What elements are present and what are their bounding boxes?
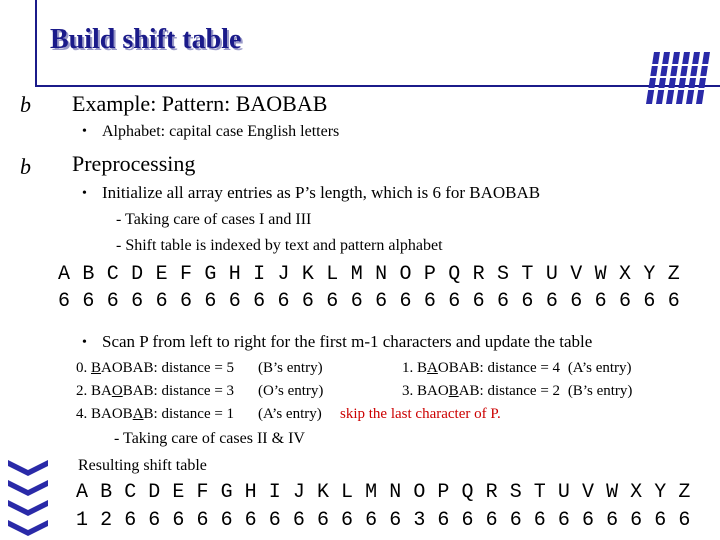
alphabet-letter-cell: B xyxy=(82,263,95,286)
step-4-text: 4. BAOBAB: distance = 1 xyxy=(76,406,235,422)
alphabet-letter-cell: G xyxy=(204,263,217,286)
step-0-entry: (B’s entry) xyxy=(258,360,323,376)
initial-shift-cell: 6 xyxy=(643,290,656,313)
initial-shift-cell: 6 xyxy=(497,290,510,313)
alphabet-letter-cell: I xyxy=(268,481,281,504)
alphabet-letter-cell: R xyxy=(485,481,498,504)
frame-top-bar xyxy=(35,85,720,87)
bullet-icon: b xyxy=(20,92,31,117)
alphabet-letter-cell: H xyxy=(244,481,257,504)
initial-shift-cell: 6 xyxy=(106,290,119,313)
initial-shift-cell: 6 xyxy=(448,290,461,313)
alphabet-letter-cell: H xyxy=(228,263,241,286)
alphabet-letter-cell: V xyxy=(581,481,594,504)
alphabet-letter-cell: L xyxy=(326,263,339,286)
sub-bullet-icon: • xyxy=(82,335,87,350)
alphabet-letter-cell: T xyxy=(521,263,534,286)
initial-shift-cell: 6 xyxy=(667,290,680,313)
result-shift-cell: 6 xyxy=(124,509,137,532)
alphabet-letter-cell: O xyxy=(399,263,412,286)
alphabet-letter-cell: B xyxy=(100,481,113,504)
alphabet-letter-cell: J xyxy=(292,481,305,504)
alphabet-letter-cell: P xyxy=(423,263,436,286)
initial-shift-cell: 6 xyxy=(155,290,168,313)
alphabet-letter-cell: A xyxy=(58,263,71,286)
initial-shift-cell: 6 xyxy=(375,290,388,313)
initial-shift-cell: 6 xyxy=(594,290,607,313)
alphabet-letter-cell: X xyxy=(618,263,631,286)
result-shift-cell: 6 xyxy=(196,509,209,532)
alphabet-letter-cell: M xyxy=(365,481,378,504)
initial-shift-cell: 6 xyxy=(570,290,583,313)
result-shift-cell: 6 xyxy=(341,509,354,532)
alphabet-text: Alphabet: capital case English letters xyxy=(102,123,340,140)
result-shift-cell: 6 xyxy=(148,509,161,532)
alphabet-letter-cell: L xyxy=(341,481,354,504)
alphabet-letter-cell: R xyxy=(472,263,485,286)
initial-shift-cell: 6 xyxy=(179,290,192,313)
alphabet-letter-cell: Q xyxy=(448,263,461,286)
result-shift-cell: 6 xyxy=(581,509,594,532)
initial-shift-cell: 6 xyxy=(326,290,339,313)
alphabet-letter-cell: E xyxy=(155,263,168,286)
alphabet-letter-cell: Z xyxy=(678,481,691,504)
initial-shift-cell: 6 xyxy=(228,290,241,313)
result-shift-cell: 6 xyxy=(316,509,329,532)
result-shift-cell: 6 xyxy=(654,509,667,532)
alphabet-letter-cell: F xyxy=(179,263,192,286)
initial-shift-cell: 6 xyxy=(253,290,266,313)
initial-shift-cell: 6 xyxy=(82,290,95,313)
result-shift-cell: 6 xyxy=(365,509,378,532)
result-shift-cell: 3 xyxy=(413,509,426,532)
result-shift-cell: 6 xyxy=(678,509,691,532)
resulting-shift-table-label: Resulting shift table xyxy=(78,457,207,474)
alphabet-letter-cell: U xyxy=(557,481,570,504)
alphabet-letter-cell: D xyxy=(148,481,161,504)
initial-shift-cell: 6 xyxy=(350,290,363,313)
result-shift-cell: 1 xyxy=(76,509,89,532)
indexed-text: - Shift table is indexed by text and pattern alphabet xyxy=(116,237,443,254)
alphabet-letter-cell: W xyxy=(606,481,619,504)
result-shift-cell: 6 xyxy=(437,509,450,532)
decorative-chevrons-icon xyxy=(4,458,52,538)
example-pattern-text: Example: Pattern: BAOBAB xyxy=(72,91,328,116)
skip-note: skip the last character of P. xyxy=(340,406,501,422)
care-cases-2-4-text: - Taking care of cases II & IV xyxy=(114,430,305,447)
initial-shift-cell: 6 xyxy=(521,290,534,313)
alphabet-letter-cell: D xyxy=(131,263,144,286)
alphabet-letter-cell: K xyxy=(301,263,314,286)
result-shift-cell: 6 xyxy=(461,509,474,532)
alphabet-letter-cell: S xyxy=(509,481,522,504)
initialize-text: Initialize all array entries as P’s length, which is 6 for BAOBAB xyxy=(102,183,541,202)
initial-values-row xyxy=(58,290,692,313)
alphabet-letter-cell: Z xyxy=(667,263,680,286)
alphabet-letter-cell: O xyxy=(413,481,426,504)
result-shift-cell: 6 xyxy=(244,509,257,532)
alphabet-letter-cell: V xyxy=(570,263,583,286)
bullet-icon: b xyxy=(20,154,31,179)
result-shift-cell: 6 xyxy=(509,509,522,532)
result-shift-cell: 6 xyxy=(220,509,233,532)
step-2-text: 2. BAOBAB: distance = 3 xyxy=(76,383,235,399)
alphabet-letter-cell: Y xyxy=(654,481,667,504)
alphabet-letter-cell: N xyxy=(389,481,402,504)
result-shift-cell: 6 xyxy=(606,509,619,532)
result-shift-cell: 6 xyxy=(268,509,281,532)
result-values-row xyxy=(76,509,702,532)
result-shift-cell: 2 xyxy=(100,509,113,532)
frame-left-bar xyxy=(35,0,37,86)
alphabet-letter-cell: N xyxy=(375,263,388,286)
initial-shift-cell: 6 xyxy=(204,290,217,313)
alphabet-letter-cell: A xyxy=(76,481,89,504)
initial-shift-cell: 6 xyxy=(301,290,314,313)
alphabet-letter-cell: P xyxy=(437,481,450,504)
initial-shift-cell: 6 xyxy=(423,290,436,313)
result-shift-cell: 6 xyxy=(389,509,402,532)
alphabet-letter-cell: M xyxy=(350,263,363,286)
initial-shift-cell: 6 xyxy=(277,290,290,313)
result-shift-cell: 6 xyxy=(292,509,305,532)
step-0-text: 0. BAOBAB: distance = 5 xyxy=(76,360,235,376)
alphabet-letter-cell: G xyxy=(220,481,233,504)
alphabet-row-initial xyxy=(58,263,692,286)
initial-shift-cell: 6 xyxy=(399,290,412,313)
initial-shift-cell: 6 xyxy=(131,290,144,313)
alphabet-letter-cell: X xyxy=(630,481,643,504)
result-shift-cell: 6 xyxy=(557,509,570,532)
alphabet-letter-cell: W xyxy=(594,263,607,286)
slide-title: Build shift table xyxy=(50,24,242,55)
step-2-entry: (O’s entry) xyxy=(258,383,324,399)
step-3-text: 3. BAOBAB: distance = 2 (B’s entry) xyxy=(402,383,633,399)
step-4-entry: (A’s entry) xyxy=(258,406,322,422)
alphabet-letter-cell: I xyxy=(253,263,266,286)
alphabet-letter-cell: U xyxy=(545,263,558,286)
alphabet-row-result xyxy=(76,481,702,504)
initial-shift-cell: 6 xyxy=(472,290,485,313)
alphabet-letter-cell: J xyxy=(277,263,290,286)
alphabet-letter-cell: C xyxy=(106,263,119,286)
initial-shift-cell: 6 xyxy=(58,290,71,313)
alphabet-letter-cell: T xyxy=(533,481,546,504)
result-shift-cell: 6 xyxy=(533,509,546,532)
sub-bullet-icon: • xyxy=(82,186,87,201)
alphabet-letter-cell: E xyxy=(172,481,185,504)
initial-shift-cell: 6 xyxy=(545,290,558,313)
preprocessing-heading: Preprocessing xyxy=(72,151,196,176)
alphabet-letter-cell: K xyxy=(316,481,329,504)
initial-shift-cell: 6 xyxy=(618,290,631,313)
alphabet-letter-cell: S xyxy=(497,263,510,286)
sub-bullet-icon: • xyxy=(82,124,87,139)
decorative-stripes-icon xyxy=(646,52,714,104)
step-1-text: 1. BAOBAB: distance = 4 (A’s entry) xyxy=(402,360,632,376)
alphabet-letter-cell: C xyxy=(124,481,137,504)
scan-text: Scan P from left to right for the first m-1 characters and update the table xyxy=(102,332,593,351)
result-shift-cell: 6 xyxy=(630,509,643,532)
alphabet-letter-cell: Y xyxy=(643,263,656,286)
alphabet-letter-cell: F xyxy=(196,481,209,504)
care-cases-1-3-text: - Taking care of cases I and III xyxy=(116,211,312,228)
result-shift-cell: 6 xyxy=(172,509,185,532)
alphabet-letter-cell: Q xyxy=(461,481,474,504)
result-shift-cell: 6 xyxy=(485,509,498,532)
